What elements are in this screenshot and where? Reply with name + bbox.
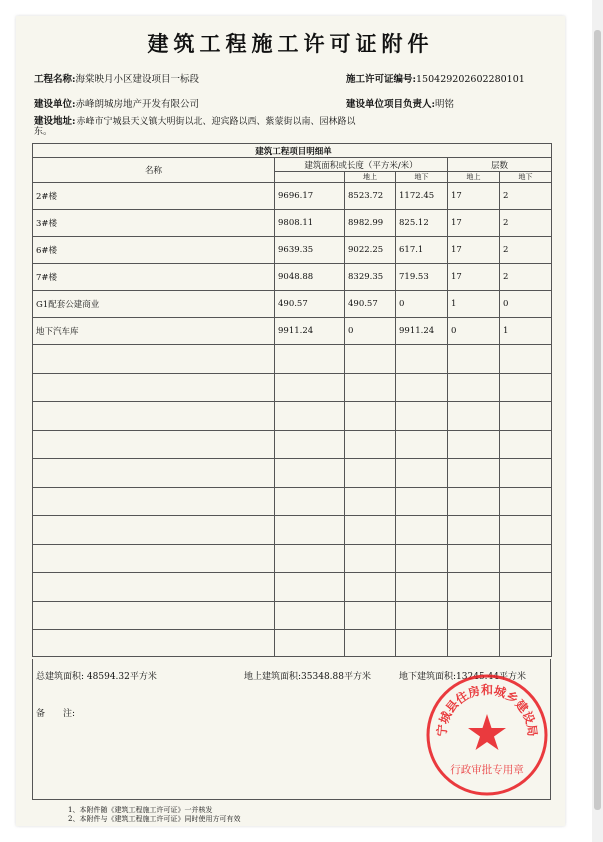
cell-name: 7#楼	[33, 264, 275, 291]
cell-name	[33, 431, 275, 459]
seal-bottom-text: 行政审批专用章	[450, 764, 524, 776]
sub-below-header: 地下	[396, 172, 448, 183]
cell-fb: 2	[500, 183, 552, 210]
remarks-label: 备 注:	[36, 709, 76, 719]
cell-below	[396, 602, 448, 630]
cell-area	[275, 345, 345, 374]
cell-above: 9022.25	[345, 237, 396, 264]
empty-row	[33, 431, 552, 459]
builder-label: 建设单位:	[34, 99, 76, 110]
cell-fb: 2	[500, 237, 552, 264]
cell-above: 0	[345, 318, 396, 345]
cell-fb: 1	[500, 318, 552, 345]
footnotes	[68, 806, 240, 824]
scrollbar-thumb[interactable]	[594, 30, 601, 810]
cell-fa	[448, 630, 500, 657]
cell-name: 6#楼	[33, 237, 275, 264]
cell-above: 8982.99	[345, 210, 396, 237]
cell-fb	[500, 402, 552, 431]
cell-above	[345, 402, 396, 431]
empty-row	[33, 459, 552, 488]
cell-name	[33, 516, 275, 545]
cell-below	[396, 630, 448, 657]
empty-row	[33, 630, 552, 657]
permit-attachment-page	[16, 16, 565, 826]
cell-fa	[448, 488, 500, 516]
cell-fb	[500, 459, 552, 488]
cell-name	[33, 402, 275, 431]
cell-above	[345, 602, 396, 630]
cell-below: 0	[396, 291, 448, 318]
cell-below	[396, 402, 448, 431]
builder-value: 赤峰朗城房地产开发有限公司	[75, 99, 200, 110]
cell-below: 9911.24	[396, 318, 448, 345]
cell-above: 490.57	[345, 291, 396, 318]
project-detail-table	[32, 143, 552, 657]
project-name-value: 海棠映月小区建设项目一标段	[75, 74, 200, 85]
sub-floor-above-header: 地上	[448, 172, 500, 183]
table-row	[33, 210, 552, 237]
cell-below: 719.53	[396, 264, 448, 291]
cell-name	[33, 545, 275, 573]
cell-area: 9639.35	[275, 237, 345, 264]
below-area: 地下建筑面积:13245.44平方米	[399, 672, 526, 682]
cell-below	[396, 488, 448, 516]
cell-area: 9696.17	[275, 183, 345, 210]
table-caption: 建筑工程项目明细单	[33, 144, 552, 158]
cell-below	[396, 459, 448, 488]
cell-fb	[500, 573, 552, 602]
cell-fb	[500, 345, 552, 374]
cell-name: G1配套公建商业	[33, 291, 275, 318]
permit-no-value: 150429202602280101	[416, 74, 525, 85]
cell-below	[396, 516, 448, 545]
cell-fa: 17	[448, 183, 500, 210]
table-row	[33, 237, 552, 264]
cell-fb: 2	[500, 210, 552, 237]
cell-name: 2#楼	[33, 183, 275, 210]
cell-fa	[448, 459, 500, 488]
scrollbar[interactable]	[592, 0, 603, 842]
cell-below: 1172.45	[396, 183, 448, 210]
empty-row	[33, 345, 552, 374]
cell-name	[33, 345, 275, 374]
cell-fb	[500, 374, 552, 402]
cell-name	[33, 602, 275, 630]
cell-area: 490.57	[275, 291, 345, 318]
cell-fb: 2	[500, 264, 552, 291]
cell-above: 8329.35	[345, 264, 396, 291]
cell-above	[345, 374, 396, 402]
cell-above	[345, 488, 396, 516]
cell-fa	[448, 516, 500, 545]
empty-row	[33, 402, 552, 431]
cell-fa: 17	[448, 210, 500, 237]
empty-row	[33, 488, 552, 516]
official-seal	[424, 672, 550, 798]
cell-area	[275, 431, 345, 459]
cell-fa	[448, 374, 500, 402]
cell-area: 9048.88	[275, 264, 345, 291]
cell-name	[33, 573, 275, 602]
cell-fa: 17	[448, 237, 500, 264]
table-row	[33, 183, 552, 210]
empty-row	[33, 602, 552, 630]
table-row	[33, 318, 552, 345]
cell-fa	[448, 431, 500, 459]
cell-area	[275, 516, 345, 545]
cell-name: 3#楼	[33, 210, 275, 237]
cell-fb	[500, 431, 552, 459]
cell-below: 617.1	[396, 237, 448, 264]
cell-area	[275, 402, 345, 431]
cell-above	[345, 545, 396, 573]
cell-area	[275, 488, 345, 516]
cell-fa	[448, 573, 500, 602]
empty-row	[33, 573, 552, 602]
project-name-row	[34, 71, 199, 85]
col-floors-header: 层数	[448, 158, 552, 172]
permit-no-label: 施工许可证编号:	[346, 74, 417, 85]
cell-fb	[500, 516, 552, 545]
owner-label: 建设单位项目负责人:	[346, 99, 436, 110]
owner-value: 明铭	[435, 99, 455, 110]
cell-name: 地下汽车库	[33, 318, 275, 345]
cell-area	[275, 573, 345, 602]
cell-above	[345, 345, 396, 374]
table-row	[33, 264, 552, 291]
col-name-header: 名称	[33, 158, 275, 183]
cell-name	[33, 459, 275, 488]
cell-fa	[448, 402, 500, 431]
seal-star-icon	[468, 714, 506, 750]
permit-no-row	[346, 71, 525, 85]
empty-row	[33, 374, 552, 402]
page-title: 建筑工程施工许可证附件	[147, 31, 434, 56]
builder-row	[34, 96, 199, 110]
cell-area: 9808.11	[275, 210, 345, 237]
cell-area	[275, 630, 345, 657]
footnote-2: 2、本附件与《建筑工程施工许可证》同时使用方可有效	[68, 815, 241, 823]
cell-below	[396, 431, 448, 459]
cell-fb	[500, 602, 552, 630]
cell-fa	[448, 545, 500, 573]
empty-row	[33, 545, 552, 573]
address-label: 建设地址:	[34, 116, 76, 127]
cell-fa: 17	[448, 264, 500, 291]
cell-area: 9911.24	[275, 318, 345, 345]
cell-area	[275, 374, 345, 402]
address-row	[34, 117, 364, 137]
cell-above	[345, 459, 396, 488]
cell-above	[345, 573, 396, 602]
cell-area	[275, 459, 345, 488]
cell-fa	[448, 602, 500, 630]
cell-above	[345, 431, 396, 459]
cell-above: 8523.72	[345, 183, 396, 210]
cell-below	[396, 374, 448, 402]
cell-fa	[448, 345, 500, 374]
cell-fa: 0	[448, 318, 500, 345]
sub-floor-below-header: 地下	[500, 172, 552, 183]
cell-area	[275, 602, 345, 630]
cell-fb	[500, 488, 552, 516]
cell-fa: 1	[448, 291, 500, 318]
cell-fb	[500, 545, 552, 573]
col-area-header: 建筑面积或长度（平方米/米）	[275, 158, 448, 172]
cell-name	[33, 630, 275, 657]
address-value: 赤峰市宁城县天义镇大明街以北、迎宾路以西、紫蒙街以南、园林路以东。	[34, 117, 356, 137]
empty-row	[33, 516, 552, 545]
cell-above	[345, 516, 396, 545]
cell-area	[275, 545, 345, 573]
cell-fb: 0	[500, 291, 552, 318]
above-area: 地上建筑面积:35348.88平方米	[244, 672, 371, 682]
cell-below	[396, 345, 448, 374]
cell-below	[396, 573, 448, 602]
cell-name	[33, 374, 275, 402]
cell-name	[33, 488, 275, 516]
seal-arc-text: 宁城县住房和城乡建设局	[434, 683, 540, 738]
total-area: 总建筑面积: 48594.32平方米	[36, 672, 157, 682]
owner-row	[346, 96, 454, 110]
project-name-label: 工程名称:	[34, 74, 76, 85]
cell-fb	[500, 630, 552, 657]
table-row	[33, 291, 552, 318]
cell-below: 825.12	[396, 210, 448, 237]
footnote-1: 1、本附件随《建筑工程施工许可证》一并核发	[68, 806, 213, 814]
cell-above	[345, 630, 396, 657]
sub-above-header: 地上	[345, 172, 396, 183]
cell-below	[396, 545, 448, 573]
